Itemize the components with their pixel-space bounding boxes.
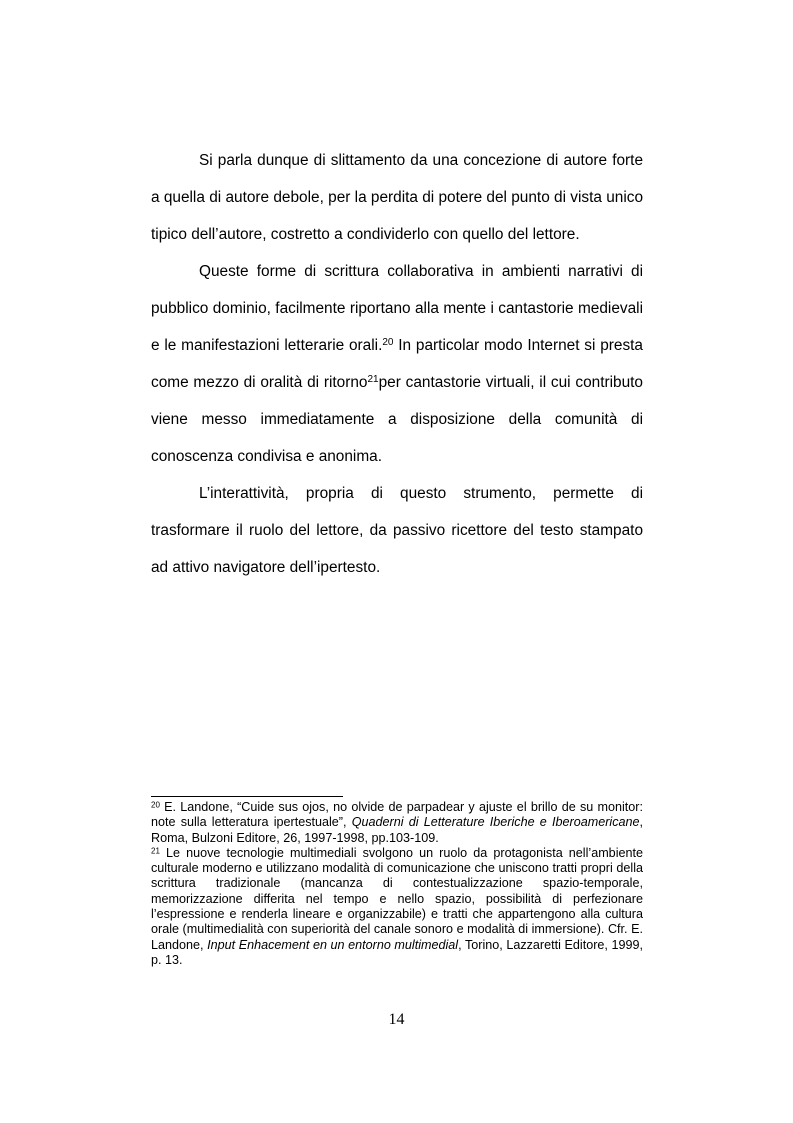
footnote-21-number: 21 (151, 846, 160, 856)
footnote-20-text-a: E. Landone, “Cuide sus ojos, no olvide de parpadear y ajuste el brillo de su monitor: note sulla letteratura ipertestuale”, (151, 800, 643, 830)
footnotes (151, 800, 643, 968)
page-number: 14 (388, 1011, 405, 1028)
footnote-20-number: 20 (151, 800, 160, 810)
footnote-ref-20: 20 (382, 337, 394, 348)
footnote-separator (151, 796, 343, 797)
paragraph-3 (151, 475, 643, 586)
footnote-21-text-b: , Torino, Lazzaretti Editore, 1999, p. 13. (151, 937, 643, 967)
paragraph-1 (151, 142, 643, 253)
footnote-ref-21: 21 (367, 374, 379, 385)
paragraph-2 (151, 253, 643, 475)
paragraph-2-text-a: Queste forme di scrittura collaborativa in ambienti narrativi di pubblico dominio, facilmente riportano alla mente i cantastorie medievali e le manifestazioni letterarie orali. (151, 263, 643, 354)
footnote-20-title: Quaderni di Letterature Iberiche e Iberoamericane (351, 815, 640, 830)
footnote-21-title: Input Enhacement en un entorno multimedial (207, 937, 459, 952)
footnote-21 (151, 846, 643, 968)
footnote-21-text-a: Le nuove tecnologie multimediali svolgono un ruolo da protagonista nell’ambiente culturale moderno e utilizzano modalità di comunicazione che uniscono tratti propri della scrittura tradizionale (mancanza di contestualizzazione spazio-temporale, memorizzazione differita nel tempo e nello spazio, possibilità di perfezionare l’espressione e renderla lineare e organizzabile) e tratti che appartengono alla cultura orale (multimedialità con superiorità del canale sonoro e modalità di immersione). Cfr. E. Landone, (151, 845, 643, 952)
paragraph-1-text: Si parla dunque di slittamento da una concezione di autore forte a quella di autore debole, per la perdita di potere del punto di vista unico tipico dell’autore, costretto a condividerlo con quello del lettore. (151, 152, 643, 243)
main-text (151, 142, 643, 586)
footnote-20 (151, 800, 643, 846)
footnote-20-text-b: , Roma, Bulzoni Editore, 26, 1997-1998, pp.103-109. (151, 815, 644, 845)
paragraph-2-text-b: In particolar modo Internet si presta come mezzo di oralità di ritorno (151, 337, 643, 391)
paragraph-2-text-c: per cantastorie virtuali, il cui contributo viene messo immediatamente a disposizione della comunità di conoscenza condivisa e anonima. (151, 374, 643, 465)
paragraph-3-text: L’interattività, propria di questo strumento, permette di trasformare il ruolo del lettore, da passivo ricettore del testo stampato ad attivo navigatore dell’ipertesto. (151, 485, 643, 576)
